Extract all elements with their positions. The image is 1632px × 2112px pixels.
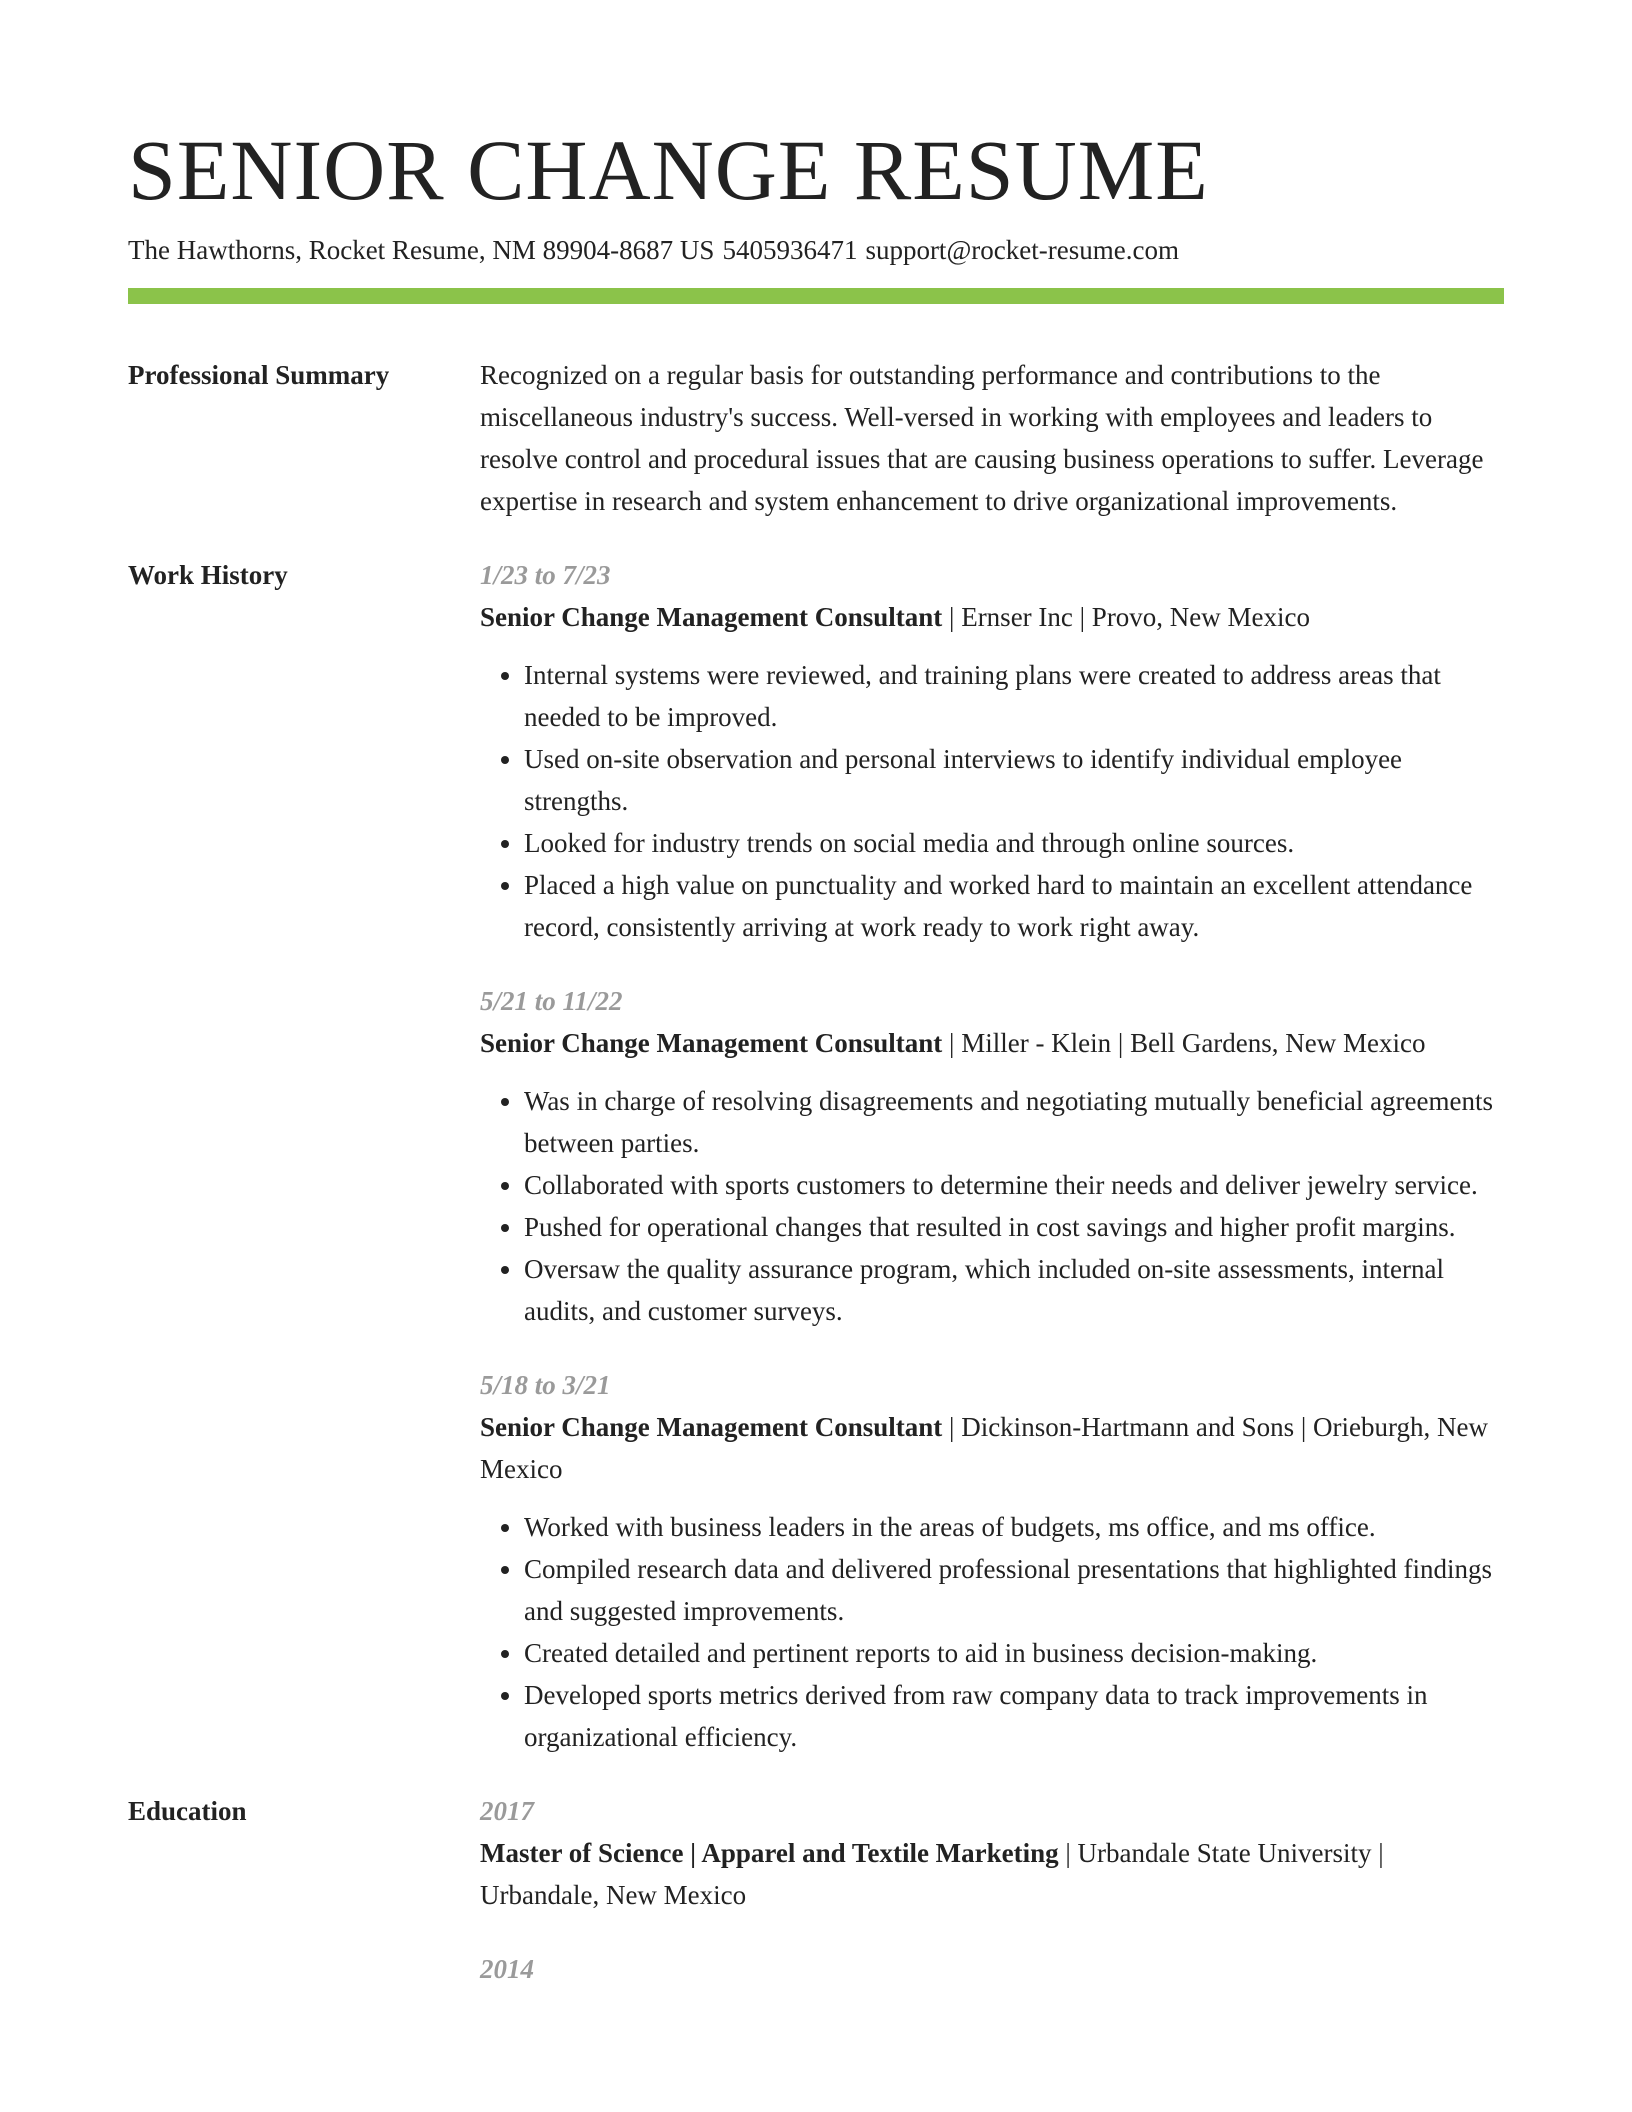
work-history-body [480,554,1504,1758]
list-item: • Collaborated with sports customers to determine their needs and deliver jewelry service. [524,1164,1504,1206]
job-title: Senior Change Management Consultant [480,1028,943,1058]
job-bullets [480,1080,1504,1332]
list-item: • Developed sports metrics derived from raw company data to track improvements in organizational efficiency. [524,1674,1504,1758]
section-heading: Work History [128,560,288,590]
list-item: • Was in charge of resolving disagreements and negotiating mutually beneficial agreements between parties. [524,1080,1504,1164]
job-details: | Ernser Inc | Provo, New Mexico [942,602,1311,632]
job-title-line [480,1406,1504,1490]
list-item: • Internal systems were reviewed, and training plans were created to address areas that needed to be improved. [524,654,1504,738]
job-title: Senior Change Management Consultant [480,1412,943,1442]
contact-phone: 5405936471 [722,235,858,265]
job-dates: 1/23 to 7/23 [480,560,611,590]
job-dates: 5/21 to 11/22 [480,986,623,1016]
list-item: • Compiled research data and delivered professional presentations that highlighted findings and suggested improvements. [524,1548,1504,1632]
section-education [128,1758,1504,2022]
list-item: • Placed a high value on punctuality and worked hard to maintain an excellent attendance record, consistently arriving at work ready to work right away. [524,864,1504,948]
job-entry [480,980,1504,1332]
list-item: • Used on-site observation and personal interviews to identify individual employee strengths. [524,738,1504,822]
section-heading: Education [128,1796,247,1826]
list-item: • Worked with business leaders in the areas of budgets, ms office, and ms office. [524,1506,1504,1548]
list-item: • Looked for industry trends on social media and through online sources. [524,822,1504,864]
job-entry [480,1364,1504,1758]
summary-text: Recognized on a regular basis for outstanding performance and contributions to the miscellaneous industry's success. Well-versed in working with employees and leaders to resolve control and procedural issues that are causing business operations to suffer. Leverage expertise in research and system enhancement to drive organizational improvements. [480,360,1484,516]
list-item: • Oversaw the quality assurance program, which included on-site assessments, internal audits, and customer surveys. [524,1248,1504,1332]
resume-name: SENIOR CHANGE RESUME [128,122,1209,218]
section-work-history [128,522,1504,1758]
list-item: • Pushed for operational changes that resulted in cost savings and higher profit margins. [524,1206,1504,1248]
resume-page [128,0,1504,2022]
job-bullets [480,654,1504,948]
section-heading: Professional Summary [128,360,390,390]
education-details: | Urbandale State University | Urbandale, New Mexico [480,1838,1384,1910]
contact-email: support@rocket-resume.com [865,235,1179,265]
job-details: | Dickinson-Hartmann and Sons | Orieburgh, New Mexico [480,1412,1489,1484]
job-title: Senior Change Management Consultant [480,602,943,632]
job-dates: 5/18 to 3/21 [480,1370,611,1400]
job-title-line [480,596,1504,638]
list-item: • Created detailed and pertinent reports to aid in business decision-making. [524,1632,1504,1674]
job-details: | Miller - Klein | Bell Gardens, New Mexico [942,1028,1426,1058]
education-year: 2014 [480,1954,534,1984]
contact-line [128,232,1504,268]
job-entry [480,554,1504,948]
education-entry [480,1948,1504,1990]
section-summary [128,304,1504,522]
education-entry [480,1790,1504,1916]
job-bullets [480,1506,1504,1758]
education-body [480,1790,1504,2022]
contact-address: The Hawthorns, Rocket Resume, NM 89904-8687 US [128,235,715,265]
education-year: 2017 [480,1796,534,1826]
accent-divider [128,288,1504,304]
education-title-line [480,1832,1504,1916]
education-degree: Master of Science | Apparel and Textile Marketing [480,1838,1059,1868]
job-title-line [480,1022,1504,1064]
